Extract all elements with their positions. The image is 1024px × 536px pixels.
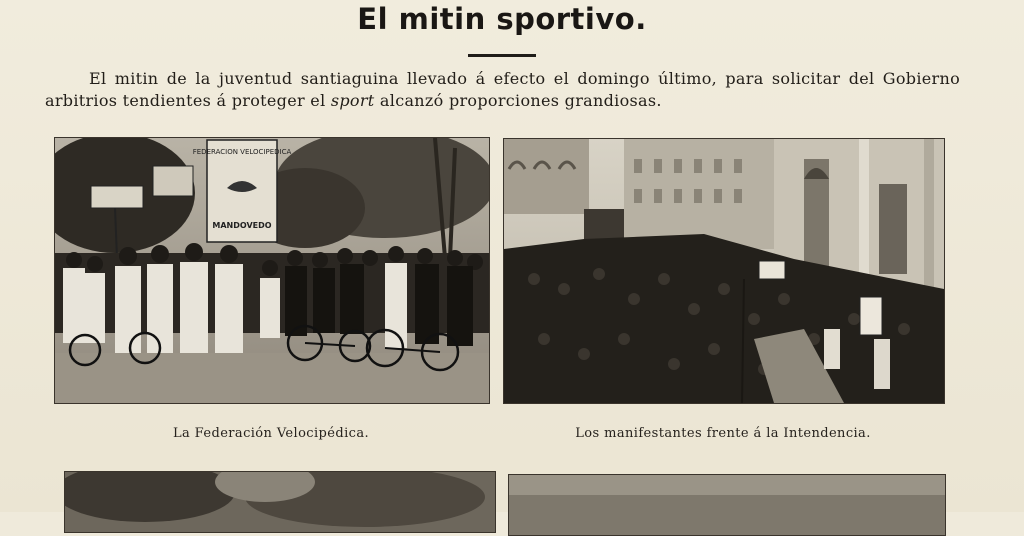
crowd-photo-illustration: [504, 139, 944, 403]
article-intro: [45, 68, 960, 112]
caption-federacion: La Federación Velocipédica.: [172, 426, 370, 441]
photo-manifestantes-intendencia: [503, 138, 945, 404]
foliage-photo-illustration: [65, 472, 495, 532]
intro-text-part1: El mitin de la juventud santiaguina llevado á efecto el domingo último, para solicitar del Gobierno arbitrios tendientes á proteger el: [45, 69, 960, 110]
cyclists-photo-illustration: [55, 138, 489, 403]
banner-bottom-text: MANDOVEDO: [212, 221, 272, 230]
article-title: El mitin sportivo.: [357, 2, 647, 36]
banner-top-text: FEDERACION VELOCIPEDICA: [192, 148, 292, 156]
intro-italic-word: sport: [330, 91, 375, 110]
photo-bottom-right-partial: [508, 474, 946, 536]
intro-text-part2: alcanzó proporciones grandiosas.: [374, 91, 662, 110]
caption-manifestantes: Los manifestantes frente á la Intendencia.: [575, 426, 871, 441]
photo-federacion-velocipedica: [54, 137, 490, 404]
street-photo-illustration: [509, 475, 945, 535]
title-divider: [468, 54, 536, 57]
photo-bottom-left-partial: [64, 471, 496, 533]
